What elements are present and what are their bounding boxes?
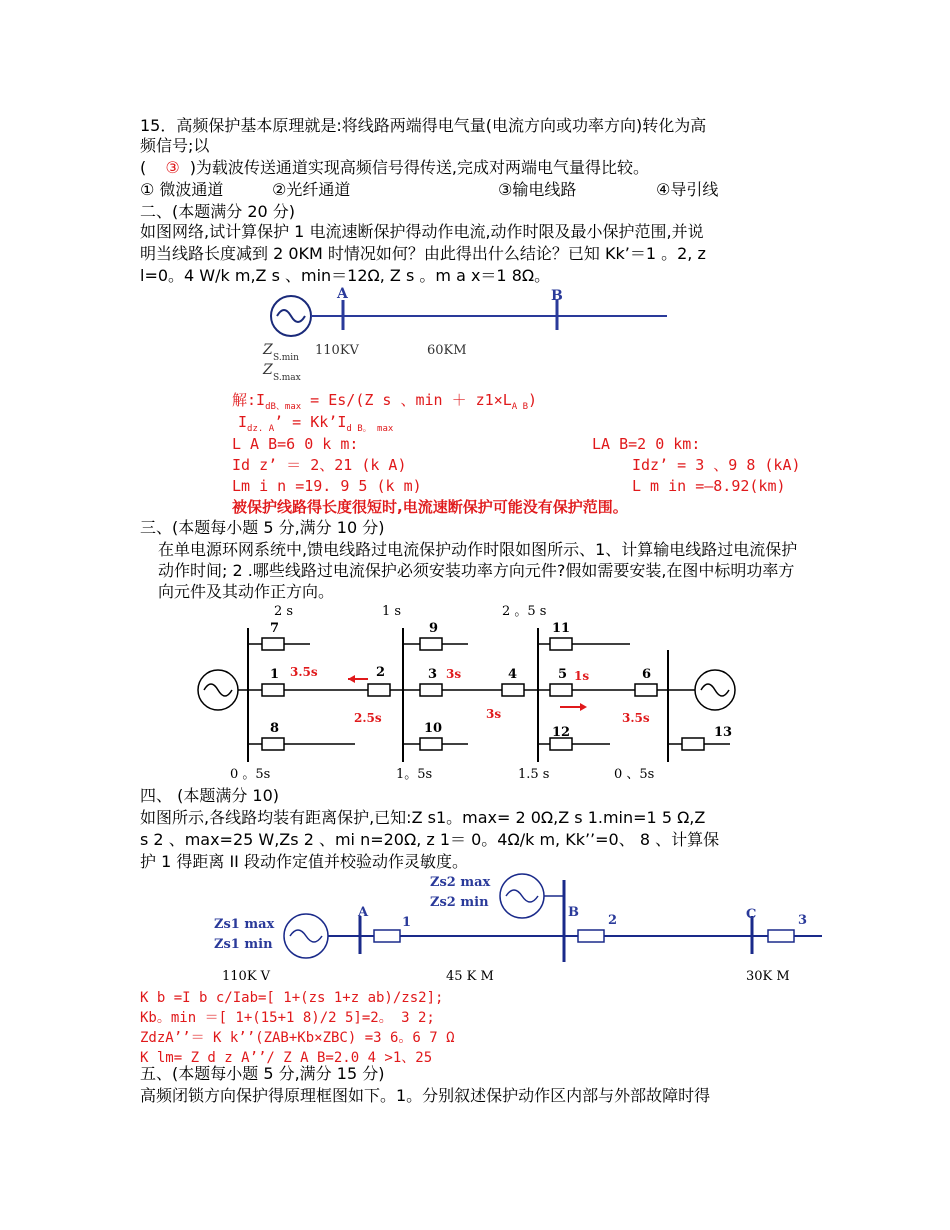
label-5: 5 bbox=[558, 667, 568, 682]
breaker-11 bbox=[550, 638, 572, 650]
s4-para1: 如图所示,各线路均装有距离保护,已知:Z s1。max= 2 0Ω,Z s 1.min=1 5 Ω,Z bbox=[140, 808, 706, 827]
s2-solution-idz20: Idz’ = 3 、9 8 (kA) bbox=[632, 456, 801, 474]
arrow-left-head-icon bbox=[348, 675, 355, 683]
breaker-9 bbox=[420, 638, 442, 650]
q15-option-3: ③输电线路 bbox=[498, 180, 577, 199]
sol1-a: 解:I bbox=[232, 391, 266, 409]
q15-line2: 频信号;以 bbox=[140, 136, 210, 155]
label-zs2min: Zs2 min bbox=[430, 895, 489, 910]
red-time-3: 3s bbox=[446, 667, 462, 681]
label-9: 9 bbox=[429, 621, 439, 636]
sine-right-icon bbox=[701, 684, 729, 696]
breaker-10 bbox=[420, 738, 442, 750]
s5-para1: 高频闭锁方向保护得原理框图如下。1。分别叙述保护动作区内部与外部故障时得 bbox=[140, 1086, 711, 1105]
q15-option-4: ④导引线 bbox=[656, 180, 719, 199]
red-time-6: 3.5s bbox=[622, 711, 650, 725]
label-2: 2 bbox=[376, 665, 386, 680]
breaker-7 bbox=[262, 638, 284, 650]
s4-para2: s 2 、max=25 W,Zs 2 、mi n=20Ω, z 1＝ 0。4Ω/k m, Kk’’=0、 8 、计算保 bbox=[140, 830, 720, 849]
s2-para3: l=0。4 W/k m,Z s 、min＝12Ω, Z s 。m a x＝1 8Ω。 bbox=[140, 266, 551, 285]
zs-label-1: Z bbox=[263, 342, 273, 358]
label-11: 11 bbox=[552, 621, 571, 636]
sol1-sub2: A B bbox=[511, 402, 529, 412]
time-bottom-1: 0 。5s bbox=[230, 767, 271, 782]
label-zs1min: Zs1 min bbox=[214, 937, 273, 952]
label-1: 1 bbox=[402, 915, 412, 930]
s4-solution-line4: K lm= Z d z A’’/ Z A B=2.0 4 >1、25 bbox=[140, 1050, 433, 1066]
q15-line3-rest: )为载波传送通道实现高频信号得传送,完成对两端电气量得比较。 bbox=[189, 158, 650, 177]
label-a: A bbox=[337, 286, 348, 302]
breaker-3 bbox=[420, 684, 442, 696]
relay-1 bbox=[374, 930, 400, 942]
relay-2 bbox=[578, 930, 604, 942]
sol2-sub: dz. A bbox=[247, 424, 275, 434]
zs-max-sub: S.max bbox=[273, 373, 301, 383]
label-2: 2 bbox=[608, 913, 618, 928]
length-label: 60KM bbox=[427, 343, 467, 358]
red-time-2: 2.5s bbox=[354, 711, 382, 725]
sine-icon bbox=[277, 310, 305, 322]
q15-option-1: ① 微波通道 bbox=[140, 180, 224, 199]
q15-line1: 15．高频保护基本原理就是:将线路两端得电气量(电流方向或功率方向)转化为高 bbox=[140, 116, 707, 135]
s4-distance-protection-diagram bbox=[210, 870, 830, 988]
red-time-4: 3s bbox=[486, 707, 502, 721]
zs-min-sub: S.min bbox=[273, 353, 299, 363]
red-time-5: 1s bbox=[574, 669, 590, 683]
s3-para1: 在单电源环网系统中,馈电线路过电流保护动作时限如图所示、1、计算输电线路过电流保护 bbox=[158, 540, 798, 559]
s2-solution-lmin20: L m in =—8.92(km) bbox=[632, 477, 786, 495]
label-12: 12 bbox=[552, 725, 571, 740]
breaker-1 bbox=[262, 684, 284, 696]
breaker-4 bbox=[502, 684, 524, 696]
sol2-a: I bbox=[238, 413, 248, 431]
label-b: B bbox=[568, 905, 579, 920]
label-length-ab: 45 K M bbox=[446, 969, 494, 984]
time-top-1: 2 s bbox=[274, 604, 294, 619]
s4-solution-line1: K b =I b c/Iab=[ 1+(zs 1+z ab)/zs2]; bbox=[140, 990, 444, 1006]
time-bottom-2: 1。5s bbox=[396, 767, 433, 782]
time-bottom-4: 0 、5s bbox=[614, 767, 655, 782]
s2-title: 二、(本题满分 20 分) bbox=[140, 202, 296, 221]
sine-zs1-icon bbox=[290, 930, 322, 942]
label-b: B bbox=[551, 288, 563, 304]
label-zs1max: Zs1 max bbox=[214, 917, 275, 932]
time-bottom-3: 1.5 s bbox=[518, 767, 550, 782]
s2-solution-lab20: LA B=2 0 km: bbox=[592, 435, 701, 453]
zs-label-2: Z bbox=[263, 362, 273, 378]
breaker-5 bbox=[550, 684, 572, 696]
sol1-b: = Es/(Z s 、min ＋ z1×L bbox=[301, 391, 512, 409]
label-length-bc: 30K M bbox=[746, 969, 790, 984]
breaker-13 bbox=[682, 738, 704, 750]
s2-network-diagram bbox=[255, 282, 675, 384]
voltage-label: 110KV bbox=[315, 343, 359, 358]
s2-solution-lab60: L A B=6 0 k m: bbox=[232, 435, 359, 453]
s2-para1: 如图网络,试计算保护 1 电流速断保护得动作电流,动作时限及最小保护范围,并说 bbox=[140, 222, 704, 241]
sol1-c: ) bbox=[528, 391, 538, 409]
label-13: 13 bbox=[714, 725, 733, 740]
label-zs2max: Zs2 max bbox=[430, 875, 491, 890]
sol2-b: ’ = Kk’I bbox=[274, 413, 347, 431]
s3-ring-network-diagram bbox=[190, 600, 750, 788]
s4-para3: 护 1 得距离 II 段动作定值并校验动作灵敏度。 bbox=[140, 852, 468, 871]
label-voltage: 110K V bbox=[222, 969, 271, 984]
label-6: 6 bbox=[642, 667, 652, 682]
sol2-sub2: d B。 max bbox=[346, 424, 394, 434]
time-top-3: 2 。5 s bbox=[502, 604, 547, 619]
paren-open: ( bbox=[140, 158, 147, 177]
sol1-sub: dB、max bbox=[265, 402, 302, 412]
answer-mark: ③ bbox=[165, 158, 180, 177]
breaker-8 bbox=[262, 738, 284, 750]
breaker-6 bbox=[635, 684, 657, 696]
label-10: 10 bbox=[424, 721, 443, 736]
label-3: 3 bbox=[798, 913, 808, 928]
label-3: 3 bbox=[428, 667, 438, 682]
s3-para2: 动作时间; 2 .哪些线路过电流保护必须安装功率方向元件?假如需要安装,在图中标明功率方 bbox=[158, 561, 795, 580]
label-4: 4 bbox=[508, 667, 518, 682]
arrow-right-head-icon bbox=[580, 703, 587, 711]
s4-solution-line2: Kb。min ＝[ 1+(15+1 8)/2 5]=2。 3 2; bbox=[140, 1010, 435, 1026]
s2-solution-lmin60: Lm i n =19. 9 5 (k m) bbox=[232, 477, 422, 495]
s4-solution-line3: ZdzA’’＝ K k’’(ZAB+Kb×ZBC) =3 6。6 7 Ω bbox=[140, 1030, 455, 1046]
red-time-1: 3.5s bbox=[290, 665, 318, 679]
time-top-2: 1 s bbox=[382, 604, 402, 619]
label-1: 1 bbox=[270, 667, 280, 682]
s4-title: 四、 (本题满分 10) bbox=[140, 786, 280, 805]
s2-solution-idz60: Id z’ ＝ 2、21 (k A) bbox=[232, 456, 407, 474]
q15-line3 bbox=[140, 158, 649, 178]
s5-title: 五、(本题每小题 5 分,满分 15 分) bbox=[140, 1064, 385, 1083]
sine-left-icon bbox=[204, 684, 232, 696]
s2-conclusion: 被保护线路得长度很短时,电流速断保护可能没有保护范围。 bbox=[232, 498, 628, 516]
breaker-2 bbox=[368, 684, 390, 696]
s3-para3: 向元件及其动作正方向。 bbox=[158, 582, 335, 601]
relay-3 bbox=[768, 930, 794, 942]
s2-para2: 明当线路长度减到 2 0KM 时情况如何？由此得出什么结论？已知 Kk’＝1 。2, z bbox=[140, 244, 706, 263]
label-a: A bbox=[358, 905, 369, 920]
q15-option-2: ②光纤通道 bbox=[272, 180, 351, 199]
label-8: 8 bbox=[270, 721, 280, 736]
label-c: C bbox=[746, 907, 757, 922]
s3-title: 三、(本题每小题 5 分,满分 10 分) bbox=[140, 518, 385, 537]
sine-zs2-icon bbox=[506, 890, 538, 902]
label-7: 7 bbox=[270, 621, 280, 636]
